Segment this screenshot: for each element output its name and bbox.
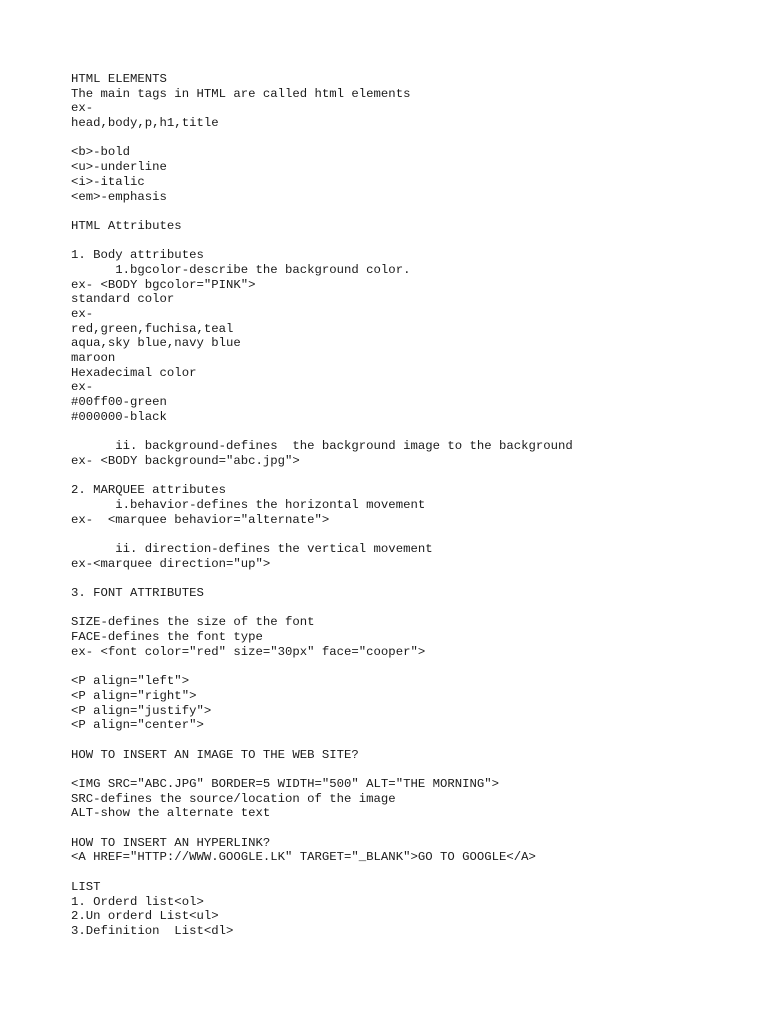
document-line: <u>-underline [71, 160, 167, 175]
document-line: ex-<marquee direction="up"> [71, 556, 271, 571]
document-line: head,body,p,h1,title [71, 116, 219, 131]
document-line [71, 204, 751, 219]
document-line: <P align="left"> [71, 674, 190, 689]
document-line: <em>-emphasis [71, 189, 167, 204]
document-line: ex- <BODY bgcolor="PINK"> [71, 277, 256, 292]
document-line: maroon [71, 351, 116, 366]
document-line: HOW TO INSERT AN IMAGE TO THE WEB SITE? [71, 747, 359, 762]
document-line: 1. Body attributes [71, 248, 204, 263]
document-line: ex- [71, 380, 94, 395]
document-line: <A HREF="HTTP://WWW.GOOGLE.LK" TARGET="_BLANK">GO TO GOOGLE</A> [71, 850, 536, 865]
document-line: <b>-bold [71, 145, 131, 160]
document-line: ex- <marquee behavior="alternate"> [71, 512, 330, 527]
document-line: ex- <BODY background="abc.jpg"> [71, 453, 300, 468]
document-line: 3. FONT ATTRIBUTES [71, 586, 204, 601]
document-line: <i>-italic [71, 174, 145, 189]
document-line: <IMG SRC="ABC.JPG" BORDER=5 WIDTH="500" ALT="THE MORNING"> [71, 777, 500, 791]
document-line [71, 469, 751, 484]
document-line: ex- [71, 101, 94, 116]
document-line: red,green,fuchisa,teal [71, 321, 234, 336]
document-line: ii. background-defines the background image to the background [71, 439, 573, 454]
document-line: ALT-show the alternate text [71, 806, 271, 821]
document-line: ex- [71, 307, 94, 321]
document-line [71, 865, 751, 880]
document-text [71, 72, 751, 939]
document-line: aqua,sky blue,navy blue [71, 336, 241, 351]
document-line: standard color [71, 292, 175, 307]
document-line: 2. MARQUEE attributes [71, 483, 226, 498]
document-line: ex- <font color="red" size="30px" face="cooper"> [71, 644, 426, 659]
document-line: SIZE-defines the size of the font [71, 615, 315, 630]
document-line: <P align="center"> [71, 718, 204, 733]
document-line: #000000-black [71, 409, 167, 424]
document-line: Hexadecimal color [71, 365, 197, 380]
document-line: LIST [71, 879, 101, 894]
document-line: HOW TO INSERT AN HYPERLINK? [71, 835, 271, 850]
document-line [71, 762, 751, 777]
document-line: HTML ELEMENTS [71, 72, 167, 86]
document-line: #00ff00-green [71, 395, 167, 410]
document-line [71, 234, 751, 249]
document-line [71, 821, 751, 836]
document-line [71, 660, 751, 675]
document-line: 3.Definition List<dl> [71, 923, 234, 938]
document-line [71, 571, 751, 586]
document-line: 1.bgcolor-describe the background color. [71, 262, 411, 277]
document-line: ii. direction-defines the vertical movement [71, 542, 433, 556]
document-line: <P align="justify"> [71, 703, 212, 718]
document-line [71, 131, 751, 146]
document-line [71, 733, 751, 748]
document-line: i.behavior-defines the horizontal movement [71, 497, 426, 512]
document-line: SRC-defines the source/location of the image [71, 791, 396, 806]
document-line [71, 527, 751, 542]
document-line: The main tags in HTML are called html elements [71, 86, 411, 101]
document-line: 1. Orderd list<ol> [71, 894, 204, 909]
document-line: 2.Un orderd List<ul> [71, 909, 219, 924]
document-line: FACE-defines the font type [71, 630, 263, 645]
document-line [71, 601, 751, 616]
document-line: <P align="right"> [71, 688, 197, 703]
document-line [71, 425, 751, 440]
document-line: HTML Attributes [71, 218, 182, 233]
